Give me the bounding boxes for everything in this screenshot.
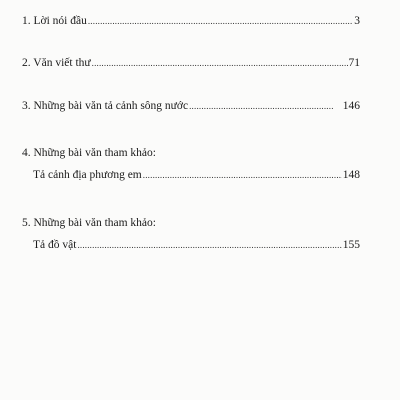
toc-entry-3[interactable] [22,99,360,113]
toc-entry-5-sub[interactable] [33,238,360,252]
dot-leader [92,56,348,70]
toc-entry-1[interactable] [22,14,360,28]
dot-leader [88,14,353,28]
toc-entry-4-sub[interactable] [33,168,360,182]
toc-section-4-heading: 4. Những bài văn tham khảo: [22,147,156,159]
toc-entry-title: Tả đồ vật [33,239,77,251]
toc-entry-page: 71 [348,57,360,69]
toc-section-5-heading: 5. Những bài văn tham khảo: [22,217,156,229]
toc-entry-page: 146 [342,100,360,112]
toc-entry-title: Tả cảnh địa phương em [33,169,142,181]
toc-entry-page: 148 [342,169,360,181]
toc-entry-2[interactable] [22,56,360,70]
toc-entry-title: 1. Lời nói đầu [22,15,87,27]
toc-entry-title: 2. Văn viết thư [22,57,91,69]
dot-leader [77,238,341,252]
toc-entry-page: 155 [342,239,360,251]
dot-leader [189,99,334,113]
dot-leader [143,168,342,182]
toc-entry-title: 3. Những bài văn tả cảnh sông nước [22,100,189,112]
toc-entry-page: 3 [354,15,360,27]
